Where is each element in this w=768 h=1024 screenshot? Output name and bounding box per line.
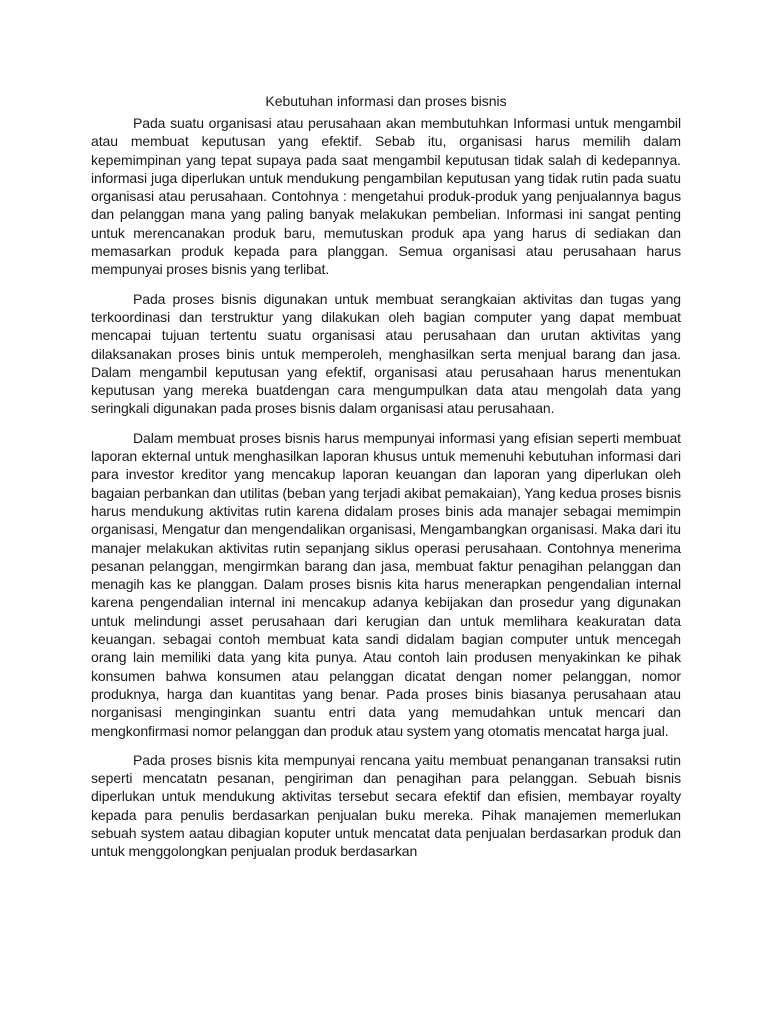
document-page: [91, 92, 681, 872]
paragraph-3: Dalam membuat proses bisnis harus mempunyai informasi yang efisian seperti membuat laporan ekternal untuk menghasilkan laporan khusus untuk memenuhi kebutuhan informasi dari para investor kreditor yang mencakup laporan keuangan dan laporan yang diperlukan oleh bagaian perbankan dan utilitas (beban yang terjadi akibat pemakaian), Yang kedua proses bisnis harus mendukung aktivitas rutin karena didalam proses binis ada manajer sebagai memimpin organisasi, Mengatur dan mengendalikan organisasi, Mengambangkan organisasi. Maka dari itu manajer melakukan aktivitas rutin sepanjang siklus operasi perusahaan. Contohnya menerima pesanan pelanggan, mengirmkan barang dan jasa, membuat faktur penagihan pelanggan dan menagih kas ke planggan. Dalam proses bisnis kita harus menerapkan pengendalian internal karena pengendalian internal ini mencakup adanya kebijakan dan prosedur yang digunakan untuk melindungi asset perusahaan dari kerugian dan untuk memlihara keakuratan data keuangan. sebagai contoh membuat kata sandi didalam bagian computer untuk mencegah orang lain memiliki data yang kita punya. Atau contoh lain produsen menyakinkan ke pihak konsumen bahwa konsumen atau pelanggan dicatat dengan nomer pelanggan, nomor produknya, harga dan kuantitas yang benar. Pada proses binis biasanya perusahaan atau norganisasi menginginkan suantu entri data yang memudahkan untuk mencari dan mengkonfirmasi nomor pelanggan dan produk atau system yang otomatis mencatat harga jual.: [91, 429, 681, 739]
paragraph-4: Pada proses bisnis kita mempunyai rencana yaitu membuat penanganan transaksi rutin seperti mencatatn pesanan, pengiriman dan penagihan para pelanggan. Sebuah bisnis diperlukan untuk mendukung aktivitas tersebut secara efektif dan efisien, membayar royalty kepada para penulis berdasarkan penjualan buku mereka. Pihak manajemen memerlukan sebuah system aatau dibagian koputer untuk mencatat data penjualan berdasarkan produk dan untuk menggolongkan penjualan produk berdasarkan: [91, 751, 681, 860]
paragraph-2: Pada proses bisnis digunakan untuk membuat serangkaian aktivitas dan tugas yang terkoordinasi dan terstruktur yang dilakukan oleh bagian computer yang dapat membuat mencapai tujuan tertentu suatu organisasi atau perusahaan dan urutan aktivitas yang dilaksanakan proses binis untuk memperoleh, menghasilkan serta menjual barang dan jasa. Dalam mengambil keputusan yang efektif, organisasi atau perusahaan harus menentukan keputusan yang mereka buatdengan cara mengumpulkan data atau mengolah data yang seringkali digunakan pada proses bisnis dalam organisasi atau perusahaan.: [91, 290, 681, 417]
document-title: Kebutuhan informasi dan proses bisnis: [265, 93, 507, 109]
paragraph-1: Pada suatu organisasi atau perusahaan akan membutuhkan Informasi untuk mengambil atau membuat keputusan yang efektif. Sebab itu, organisasi harus memilih dalam kepemimpinan yang tepat supaya pada saat mengambil keputusan tidak salah di kedepannya. informasi juga diperlukan untuk mendukung pengambilan keputusan yang tidak rutin pada suatu organisasi atau perusahaan. Contohnya : mengetahui produk-produk yang penjualannya bagus dan pelanggan mana yang paling banyak melakukan pembelian. Informasi ini sangat penting untuk merencanakan produk baru, memutuskan produk apa yang harus di sediakan dan memasarkan produk kepada para planggan. Semua organisasi atau perusahaan harus mempunyai proses bisnis yang terlibat.: [91, 115, 681, 278]
